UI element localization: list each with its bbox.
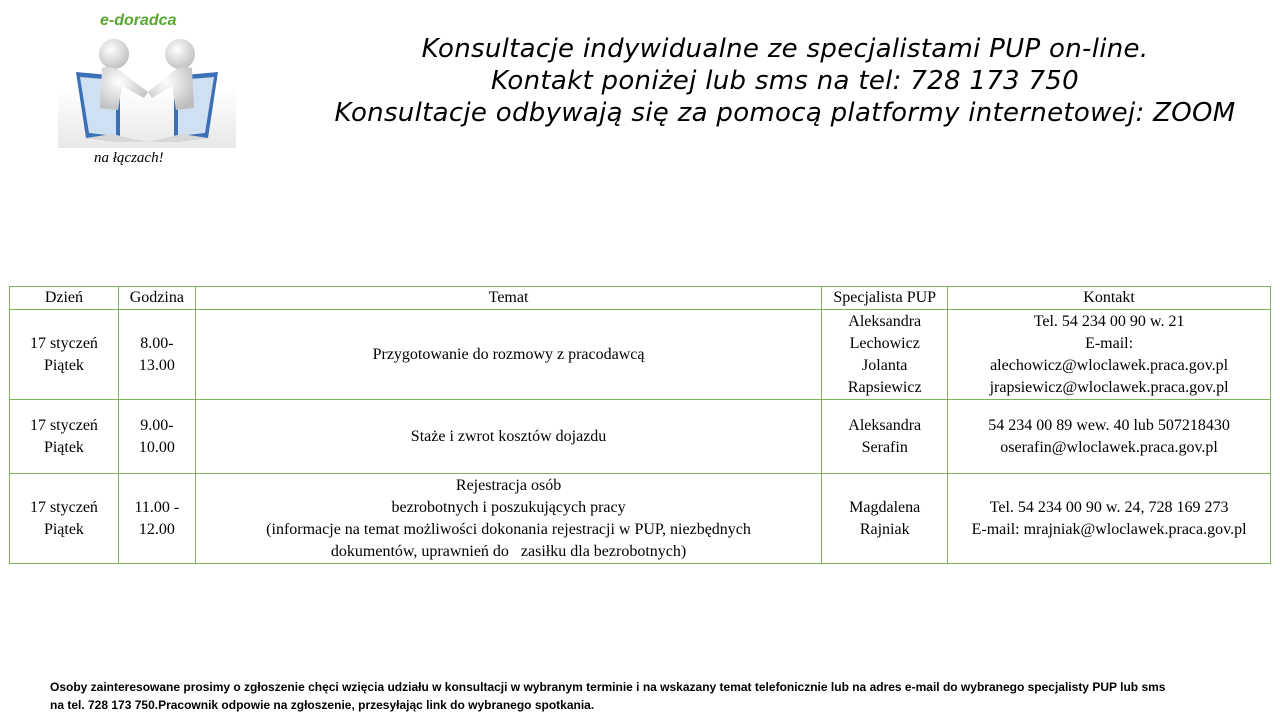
table-row [10,310,1271,400]
logo-subtitle: na łączach! [94,150,164,166]
table-row [10,400,1271,474]
cell-topic: Rejestracja osób bezrobotnych i poszukujących pracy (informacje na temat możliwości dokonania rejestracji w PUP, niezbędnych dokumentów, uprawnień do zasiłku dla bezrobotnych) [195,474,821,564]
header-contact: Kontakt [948,287,1271,310]
header-time: Godzina [118,287,195,310]
email-link[interactable]: alechowicz@wloclawek.praca.gov.pl [990,356,1229,374]
footer-line-2: na tel. 728 173 750.Pracownik odpowie na zgłoszenie, przesyłając link do wybranego spotkania. [50,698,595,712]
cell-day: 17 styczeń Piątek [10,400,119,474]
header-specialist: Specjalista PUP [822,287,948,310]
cell-contact: Tel. 54 234 00 90 w. 21 E-mail: alechowicz@wloclawek.praca.gov.pl jrapsiewicz@wloclawek.praca.gov.pl [948,310,1271,400]
header-day: Dzień [10,287,119,310]
cell-topic: Przygotowanie do rozmowy z pracodawcą [195,310,821,400]
heading-line-1: Konsultacje indywidualne ze specjalistami PUP on-line. [421,34,1149,64]
logo-title: e-doradca [100,12,177,29]
cell-time: 9.00- 10.00 [118,400,195,474]
heading-line-3: Konsultacje odbywają się za pomocą platformy internetowej: ZOOM [334,98,1236,128]
email-link[interactable]: oserafin@wloclawek.praca.gov.pl [1000,438,1218,456]
cell-specialist: Aleksandra Lechowicz Jolanta Rapsiewicz [822,310,948,400]
schedule-table [9,286,1271,564]
cell-contact: 54 234 00 89 wew. 40 lub 507218430 oserafin@wloclawek.praca.gov.pl [948,400,1271,474]
footer-note [50,678,1260,714]
cell-specialist: Aleksandra Serafin [822,400,948,474]
cell-day: 17 styczeń Piątek [10,310,119,400]
footer-line-1: Osoby zainteresowane prosimy o zgłoszenie chęci wzięcia udziału w konsultacji w wybranym terminie i na wskazany temat telefonicznie lub na adres e-mail do wybranego specjalisty PUP lub sms [50,680,1166,694]
cell-time: 8.00- 13.00 [118,310,195,400]
header-topic: Temat [195,287,821,310]
heading-line-2: Kontakt poniżej lub sms na tel: 728 173 750 [491,66,1079,96]
cell-topic: Staże i zwrot kosztów dojazdu [195,400,821,474]
e-doradca-logo [58,10,238,175]
handshake-laptops-icon [58,30,238,170]
cell-day: 17 styczeń Piątek [10,474,119,564]
email-link[interactable]: jrapsiewicz@wloclawek.praca.gov.pl [989,378,1229,396]
cell-time: 11.00 - 12.00 [118,474,195,564]
page-heading [290,33,1280,129]
table-row [10,474,1271,564]
table-header-row [10,287,1271,310]
cell-specialist: Magdalena Rajniak [822,474,948,564]
email-link[interactable]: E-mail: mrajniak@wloclawek.praca.gov.pl [971,520,1247,538]
cell-contact: Tel. 54 234 00 90 w. 24, 728 169 273 E-mail: mrajniak@wloclawek.praca.gov.pl [948,474,1271,564]
